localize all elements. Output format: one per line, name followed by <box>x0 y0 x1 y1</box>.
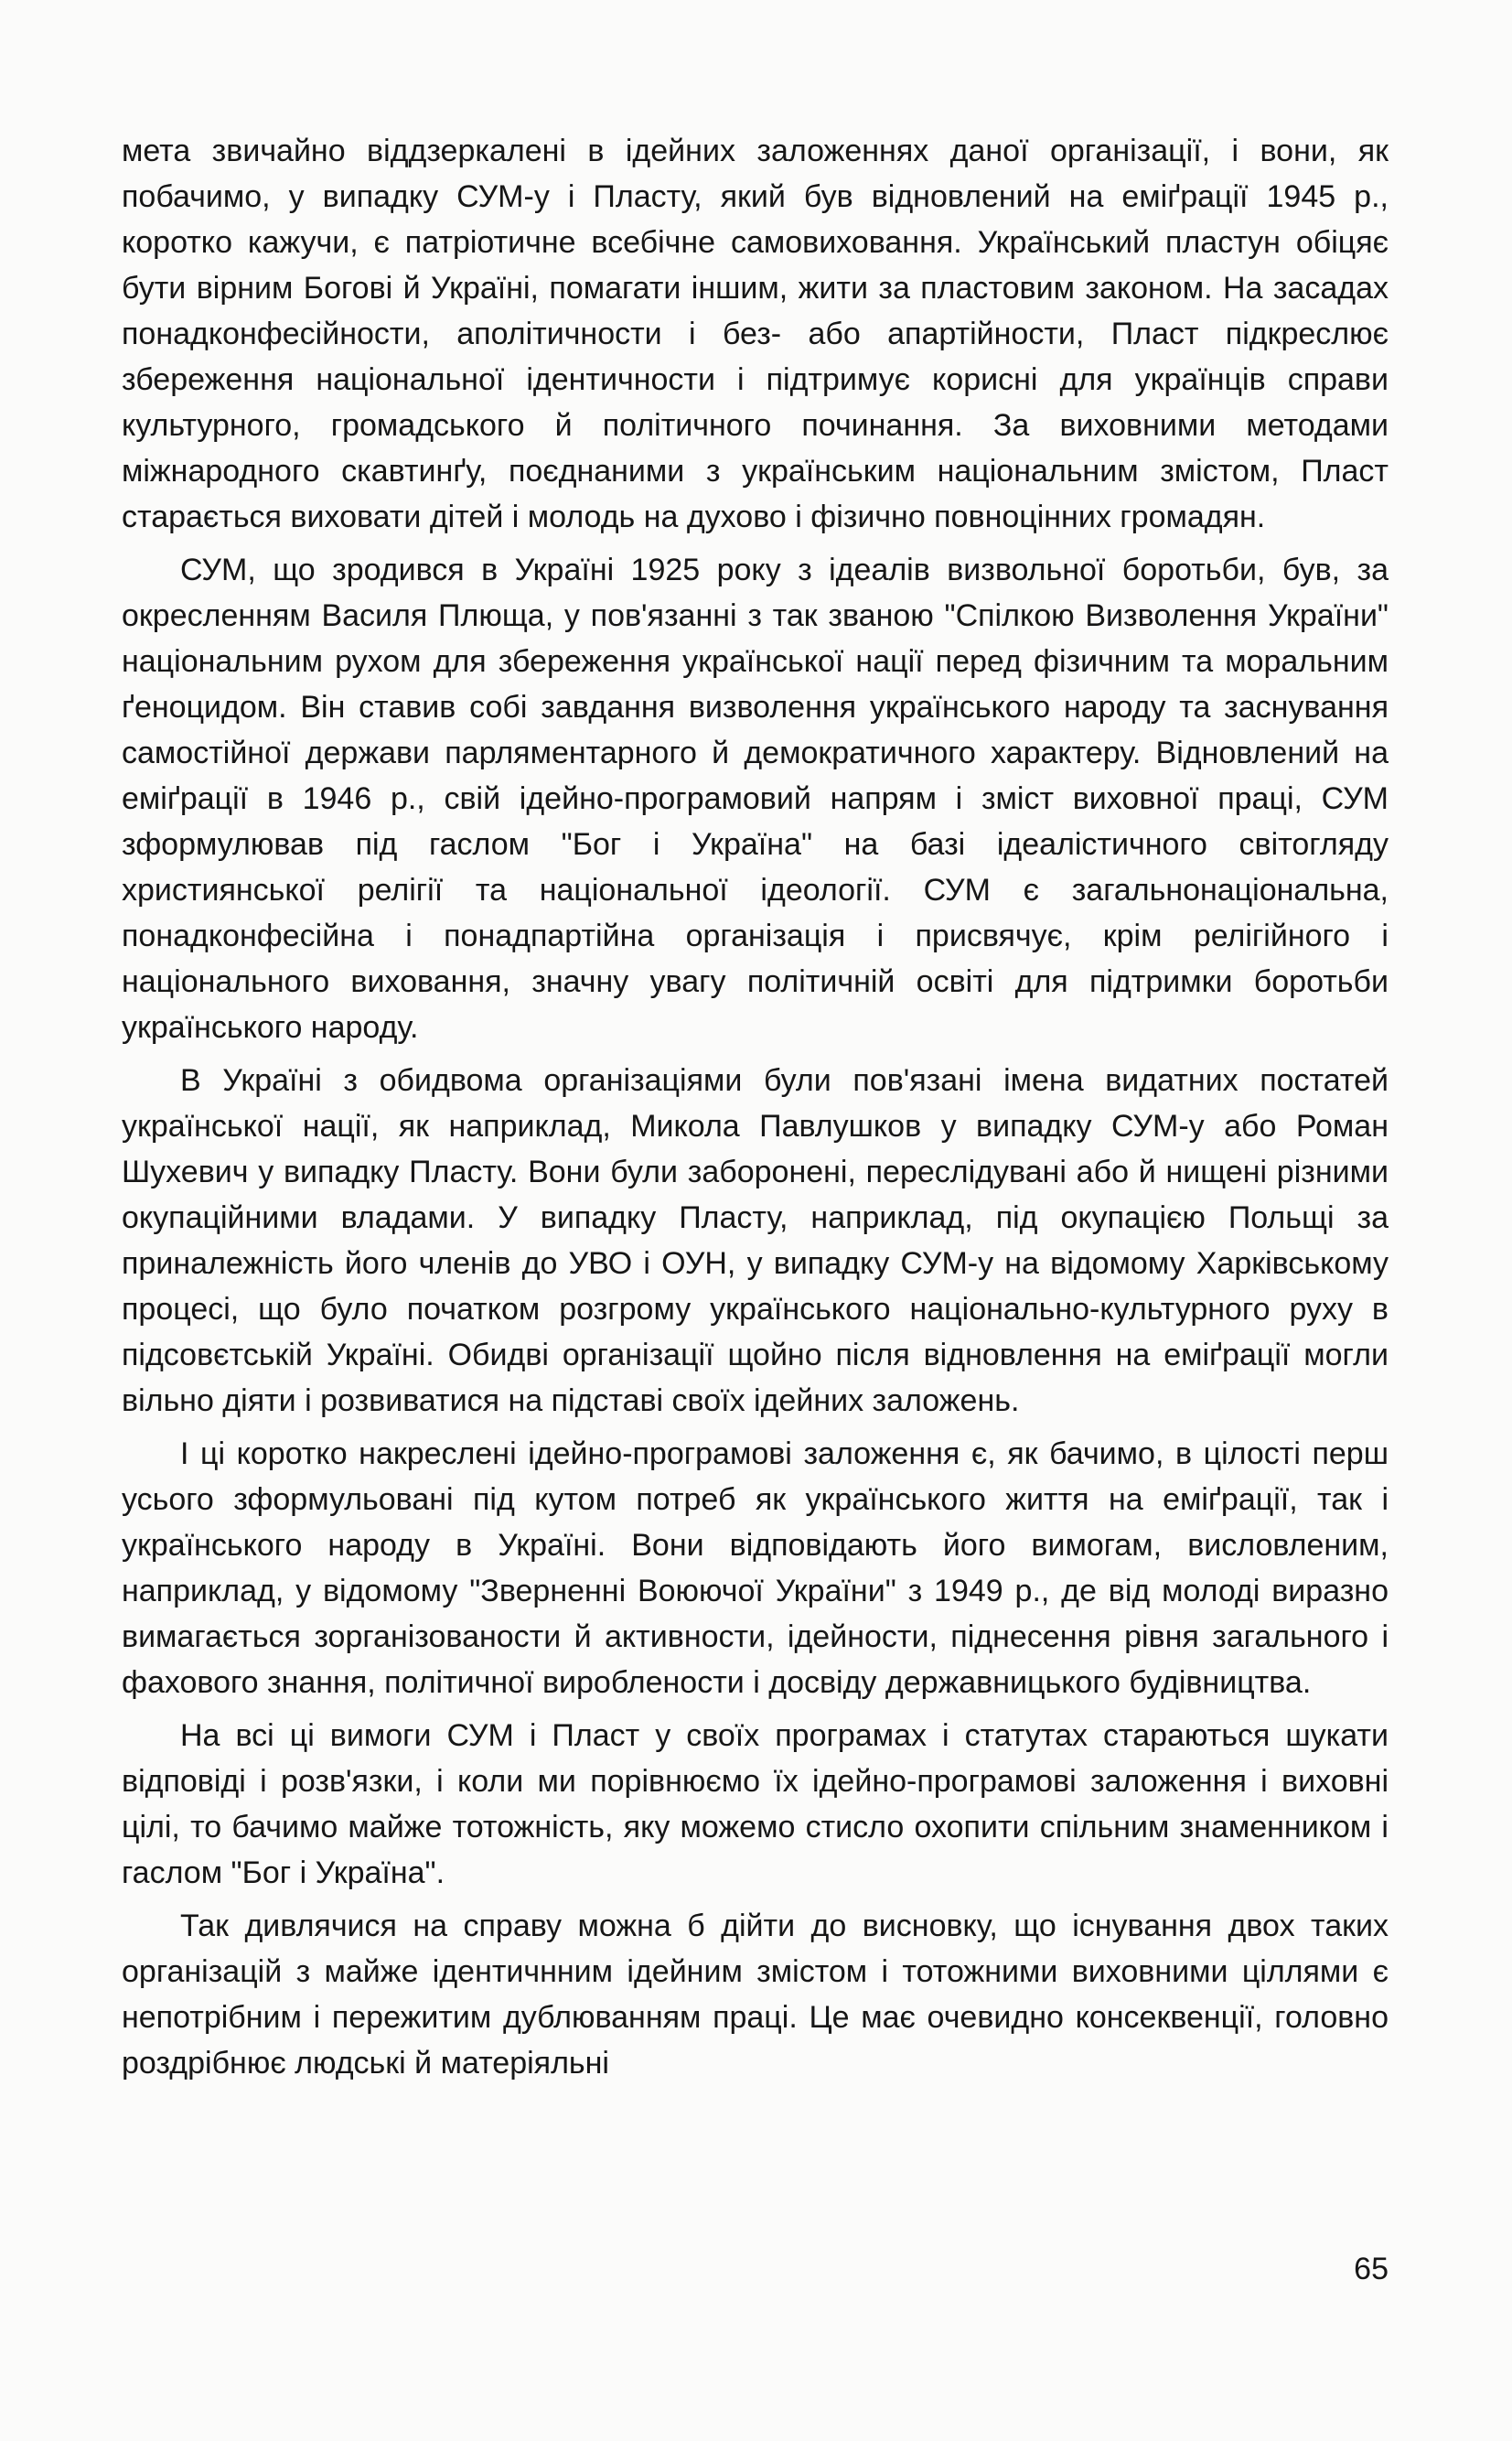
paragraph-5: На всі ці вимоги СУМ і Пласт у своїх програмах і статутах стараються шукати відповіді і розв'язки, і коли ми порівнюємо їх ідейно-програмові заложення і виховні цілі, то бачимо майже тотожність, яку можемо стисло охопити спільним знаменником і гаслом "Бог і Україна". <box>122 1718 1389 1890</box>
paragraph-6: Так дивлячися на справу можна б дійти до висновку, що існування двох таких організацій з майже ідентичнним ідейним змістом і тотожними виховними ціллями є непотрібним і пережитим дублюванням праці. Це має очевидно консеквенції, головно роздрібнює людські й матеріяльні <box>122 1909 1389 2081</box>
body-text <box>122 128 1389 2093</box>
paragraph-4: І ці коротко накреслені ідейно-програмові заложення є, як бачимо, в цілості перш усього зформульовані під кутом потреб як українського життя на еміґрації, так і українського народу в Україні. Вони відповідають його вимогам, висловленим, наприклад, у відомому "Зверненні Воюючої України" з 1949 р., де від молоді виразно вимагається зорганізованости й активности, ідейности, піднесення рівня загального і фахового знання, політичної вироблености і досвіду державницького будівництва. <box>122 1436 1389 1700</box>
page-number: 65 <box>1354 2252 1389 2286</box>
paragraph-3: В Україні з обидвома організаціями були пов'язані імена видатних постатей української нації, як наприклад, Микола Павлушков у випадку СУМ-у або Роман Шухевич у випадку Пласту. Вони були заборонені, переслідувані або й нищені різними окупаційними владами. У випадку Пласту, наприклад, під окупацією Польщі за приналежність його членів до УВО і ОУН, у випадку СУМ-у на відомому Харківському процесі, що було початком розгрому українського національно-культурного руху в підсовєтській Україні. Обидві організації щойно після відновлення на еміґрації могли вільно діяти і розвиватися на підставі своїх ідейних заложень. <box>122 1063 1389 1418</box>
paragraph-2: СУМ, що зродився в Україні 1925 року з ідеалів визвольної боротьби, був, за окресленням Василя Плюща, у пов'язанні з так званою "Спілкою Визволення України" національним рухом для збереження української нації перед фізичним та моральним ґеноцидом. Він ставив собі завдання визволення українського народу та заснування самостійної держави парляментарного й демократичного характеру. Відновлений на еміґрації в 1946 р., свій ідейно-програмовий напрям і зміст виховної праці, СУМ зформулював під гаслом "Бог і Україна" на базі ідеалістичного світогляду християнської релігії та національної ідеології. СУМ є загальнонаціональна, понадконфесійна і понадпартійна організація і присвячує, крім релігійного і національного виховання, значну увагу політичній освіті для підтримки боротьби українського народу. <box>122 553 1389 1045</box>
paragraph-1: мета звичайно віддзеркалені в ідейних заложеннях даної організації, і вони, як побачимо, у випадку СУМ-у і Пласту, який був відновлений на еміґрації 1945 р., коротко кажучи, є патріотичне всебічне самовиховання. Український пластун обіцяє бути вірним Богові й Україні, помагати іншим, жити за пластовим законом. На засадах понадконфесійности, аполітичности і без- або апартійности, Пласт підкреслює збереження національної ідентичности і підтримує корисні для українців справи культурного, громадського й політичного починання. За виховними методами міжнародного скавтинґу, поєднаними з українським національним змістом, Пласт старається виховати дітей і молодь на духово і фізично повноцінних громадян. <box>122 134 1389 534</box>
